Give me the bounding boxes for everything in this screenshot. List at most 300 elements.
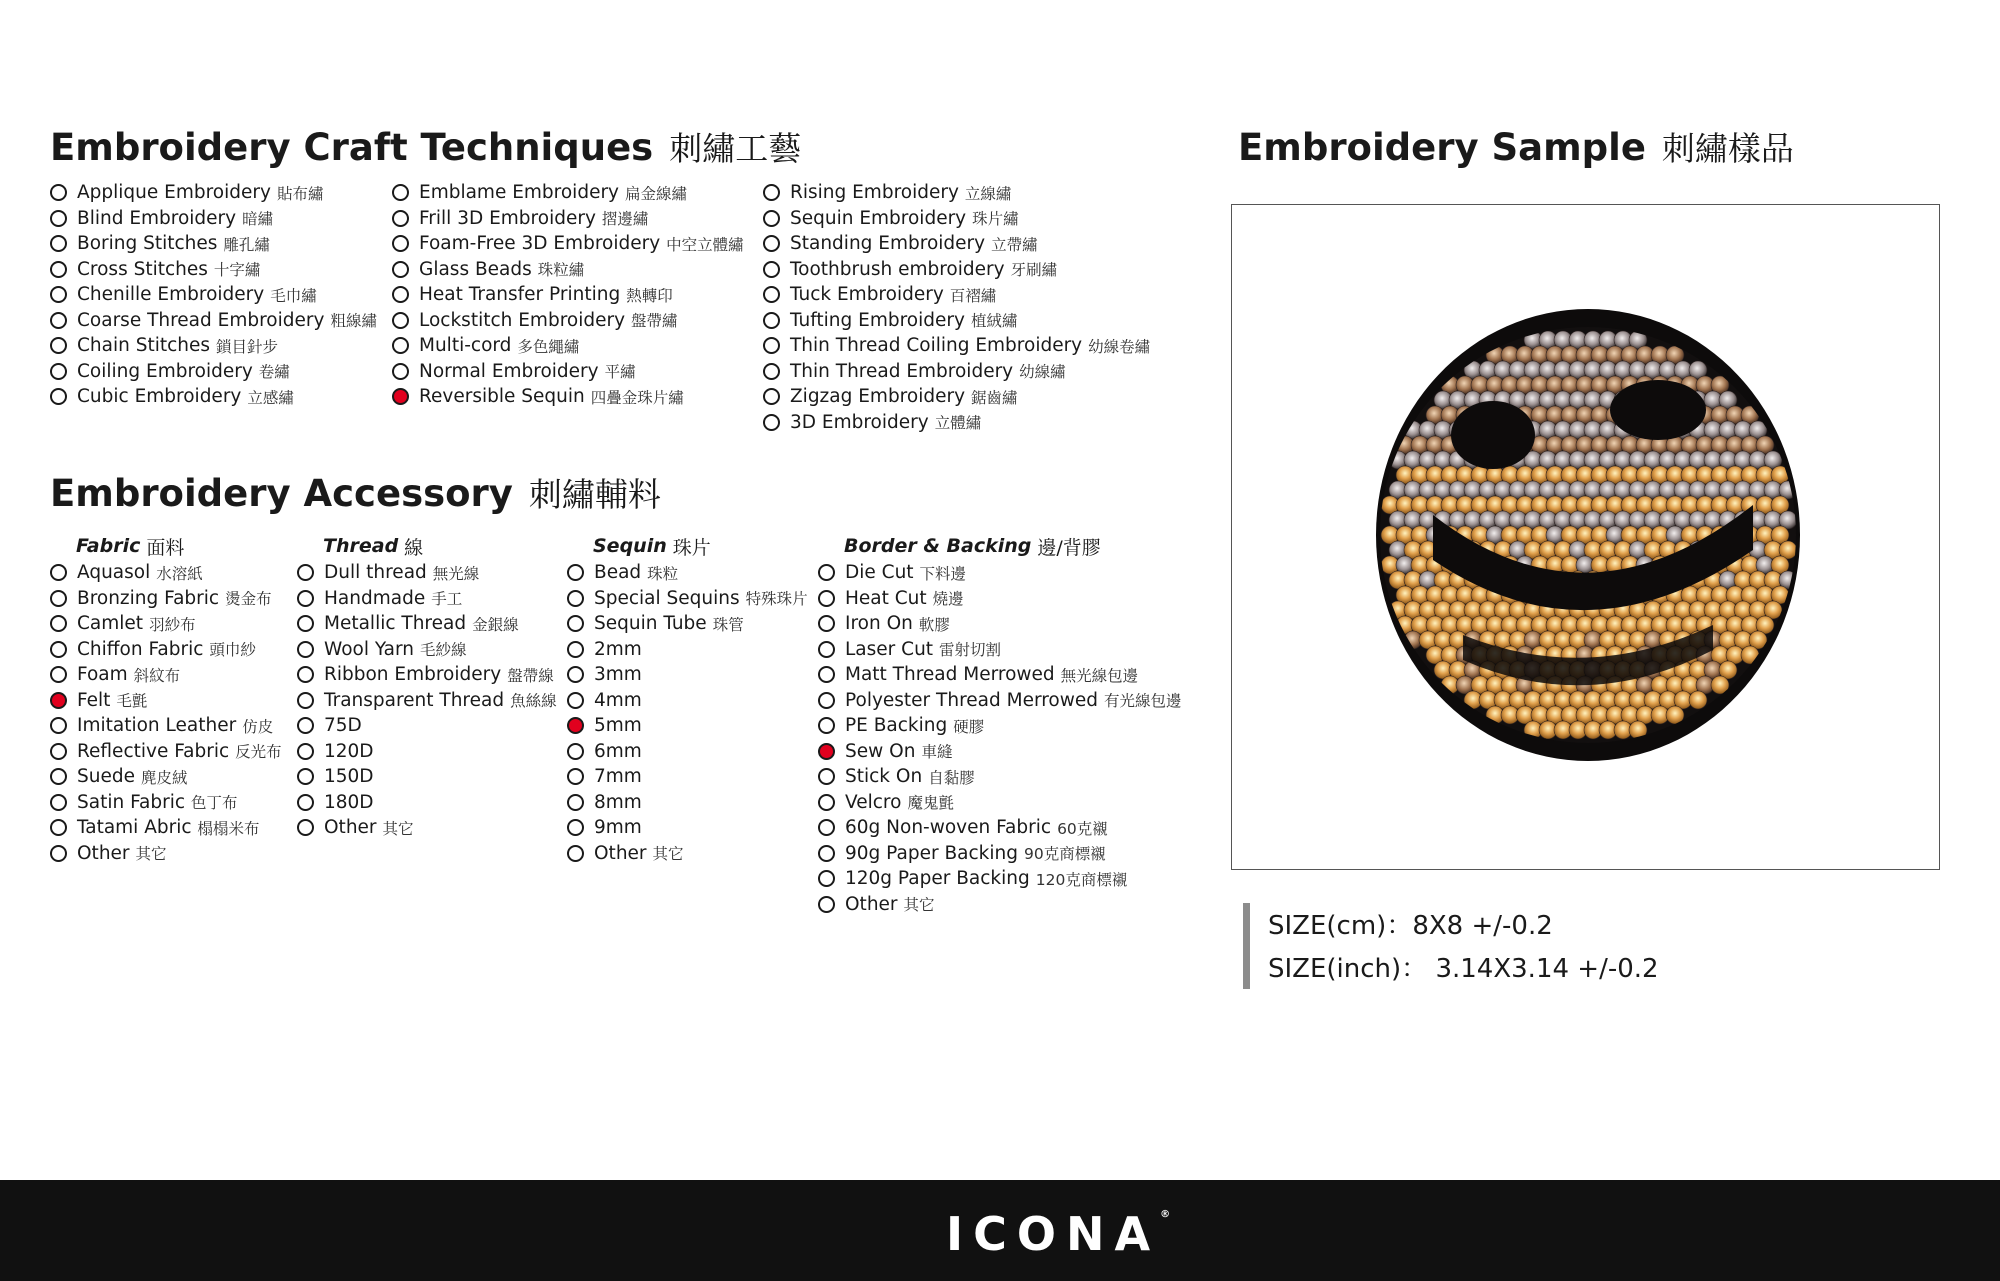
radio-unselected-icon[interactable] [50,743,67,760]
option-label: Iron On [845,613,913,635]
radio-unselected-icon[interactable] [297,743,314,760]
craft-option-tuck-embroidery[interactable] [763,282,1150,308]
option-label-zh: 燙金布 [225,590,272,609]
option-label-zh: 反光布 [235,743,282,762]
border-option-other[interactable] [818,892,1182,918]
craft-option-normal-embroidery[interactable] [392,359,744,385]
sample-image-frame [1231,204,1940,870]
option-label-zh: 仿皮 [242,717,274,736]
fabric-option-other[interactable] [50,841,282,867]
radio-unselected-icon[interactable] [763,184,780,201]
option-label: 8mm [594,791,642,813]
border-option-sew-on[interactable] [818,739,1182,765]
border-option-matt-thread-merrowed[interactable] [818,662,1182,688]
option-label: 120D [324,740,374,762]
border-option-90g-paper-backing[interactable] [818,841,1182,867]
radio-unselected-icon[interactable] [818,641,835,658]
radio-unselected-icon[interactable] [763,414,780,431]
option-label-zh: 立帶繡 [991,235,1038,254]
option-label-zh: 珠片繡 [972,210,1019,229]
thread-option-metallic-thread[interactable] [297,611,557,637]
sequin-option-sequin-tube[interactable] [567,611,808,637]
radio-unselected-icon[interactable] [50,768,67,785]
option-label: Bead [594,562,642,584]
option-label: Dull thread [324,562,427,584]
option-label: 120g Paper Backing [845,868,1030,890]
fabric-group [50,532,282,866]
radio-unselected-icon[interactable] [297,692,314,709]
option-label-zh: 牙刷繡 [1010,261,1058,280]
radio-unselected-icon[interactable] [567,845,584,862]
option-label: 90g Paper Backing [845,842,1018,864]
option-label: Special Sequins [594,587,740,609]
radio-unselected-icon[interactable] [50,210,67,227]
option-label-zh: 中空立體繡 [666,235,744,254]
option-label-zh: 十字繡 [213,261,261,280]
craft-list-col3 [763,180,1150,435]
craft-option-multi-cord[interactable] [392,333,744,359]
option-label: 60g Non-woven Fabric [845,817,1052,839]
option-label: Other [77,842,130,864]
option-label: Reversible Sequin [419,386,585,408]
radio-unselected-icon[interactable] [818,666,835,683]
radio-unselected-icon[interactable] [50,666,67,683]
option-label-zh: 多色繩繡 [517,337,580,356]
option-label-zh: 暗繡 [242,210,274,229]
option-label-zh: 斜紋布 [133,666,181,685]
radio-unselected-icon[interactable] [297,819,314,836]
option-label: Wool Yarn [324,638,414,660]
option-label-zh: 毛紗線 [419,641,467,660]
fabric-option-bronzing-fabric[interactable] [50,586,282,612]
option-label: Other [324,817,377,839]
option-label-zh: 手工 [431,590,463,609]
border-option-120g-paper-backing[interactable] [818,866,1182,892]
border-heading: Border & Backing 邊/背膠 [844,535,1101,559]
craft-techniques-title: Embroidery Craft Techniques 刺繡工藝 [50,126,802,169]
craft-option-toothbrush-embroidery[interactable] [763,257,1150,283]
option-label-zh: 貼布繡 [276,184,324,203]
craft-option-applique-embroidery[interactable] [50,180,377,206]
radio-unselected-icon[interactable] [297,794,314,811]
option-label: 4mm [594,689,642,711]
radio-unselected-icon[interactable] [297,717,314,734]
radio-selected-icon[interactable] [818,743,835,760]
radio-unselected-icon[interactable] [567,819,584,836]
border-list [818,560,1182,917]
sequin-option-3mm[interactable] [567,662,808,688]
craft-option-reversible-sequin[interactable] [392,384,744,410]
sequin-option-6mm[interactable] [567,739,808,765]
option-label-zh: 盤帶繡 [631,312,678,331]
accessory-title: Embroidery Accessory 刺繡輔料 [50,472,661,515]
thread-option-handmade[interactable] [297,586,557,612]
option-label: Polyester Thread Merrowed [845,689,1099,711]
option-label-zh: 鋸齒繡 [971,388,1018,407]
sequin-option-7mm[interactable] [567,764,808,790]
option-label-zh: 立體繡 [934,414,982,433]
craft-option-emblame-embroidery[interactable] [392,180,744,206]
option-label-zh: 四疊金珠片繡 [590,388,684,407]
size-accent-bar [1243,903,1250,989]
radio-unselected-icon[interactable] [763,210,780,227]
radio-unselected-icon[interactable] [50,363,67,380]
option-label-zh: 90克商標襯 [1023,845,1106,864]
fabric-option-tatami-abric[interactable] [50,815,282,841]
option-label: Thin Thread Embroidery [790,360,1014,382]
option-label-zh: 平繡 [604,363,636,382]
radio-unselected-icon[interactable] [567,564,584,581]
radio-unselected-icon[interactable] [763,363,780,380]
option-label-zh: 珠粒繡 [537,261,585,280]
sequin-option-bead[interactable] [567,560,808,586]
option-label: Laser Cut [845,638,934,660]
radio-unselected-icon[interactable] [818,768,835,785]
radio-unselected-icon[interactable] [297,615,314,632]
craft-option-coiling-embroidery[interactable] [50,359,377,385]
sequin-option-5mm[interactable] [567,713,808,739]
radio-unselected-icon[interactable] [297,666,314,683]
radio-unselected-icon[interactable] [818,794,835,811]
radio-unselected-icon[interactable] [50,819,67,836]
option-label-zh: 熱轉印 [626,286,673,305]
option-label: Die Cut [845,562,914,584]
radio-unselected-icon[interactable] [763,286,780,303]
radio-unselected-icon[interactable] [50,388,67,405]
size-inch: SIZE(inch)： 3.14X3.14 +/-0.2 [1268,954,1659,984]
option-label: Heat Cut [845,587,927,609]
option-label-zh: 幼線繡 [1019,363,1066,382]
thread-heading: Thread 線 [323,535,424,559]
craft-option-thin-thread-coiling-embroidery[interactable] [763,333,1150,359]
craft-option-3d-embroidery[interactable] [763,410,1150,436]
option-label-zh: 幼線卷繡 [1088,337,1151,356]
option-label: Imitation Leather [77,715,237,737]
option-label: Multi-cord [419,335,512,357]
option-label-zh: 其它 [903,896,935,915]
radio-unselected-icon[interactable] [567,768,584,785]
fabric-option-reflective-fabric[interactable] [50,739,282,765]
option-label-zh: 特殊珠片 [745,590,808,609]
option-label: Coiling Embroidery [77,360,253,382]
option-label-zh: 卷繡 [258,363,290,382]
option-label: Bronzing Fabric [77,587,220,609]
radio-unselected-icon[interactable] [392,210,409,227]
sequin-option-special-sequins[interactable] [567,586,808,612]
option-label: 3mm [594,664,642,686]
craft-option-lockstitch-embroidery[interactable] [392,308,744,334]
option-label-zh: 珠粒 [647,564,679,583]
craft-option-heat-transfer-printing[interactable] [392,282,744,308]
option-label-zh: 自黏膠 [928,768,975,787]
craft-option-frill-3d-embroidery[interactable] [392,206,744,232]
option-label: Blind Embroidery [77,207,237,229]
option-label-zh: 無光線 [432,564,480,583]
craft-option-zigzag-embroidery[interactable] [763,384,1150,410]
radio-unselected-icon[interactable] [50,590,67,607]
radio-unselected-icon[interactable] [392,184,409,201]
radio-unselected-icon[interactable] [567,641,584,658]
radio-unselected-icon[interactable] [50,615,67,632]
option-label: Foam-Free 3D Embroidery [419,233,661,255]
sequin-scale [1689,691,1707,709]
craft-option-chain-stitches[interactable] [50,333,377,359]
radio-unselected-icon[interactable] [50,337,67,354]
option-label: Satin Fabric [77,791,186,813]
option-label-zh: 色丁布 [191,794,238,813]
option-label-zh: 燒邊 [932,590,964,609]
option-label: Normal Embroidery [419,360,599,382]
radio-unselected-icon[interactable] [392,312,409,329]
option-label: Glass Beads [419,258,532,280]
option-label-zh: 魚絲線 [510,692,557,711]
option-label: Toothbrush embroidery [790,258,1005,280]
radio-unselected-icon[interactable] [763,337,780,354]
option-label: Sew On [845,740,916,762]
option-label: Sequin Tube [594,613,707,635]
sequin-option-9mm[interactable] [567,815,808,841]
radio-unselected-icon[interactable] [50,184,67,201]
option-label-zh: 雕孔繡 [223,235,270,254]
border-option-laser-cut[interactable] [818,637,1182,663]
option-label: Other [594,842,647,864]
option-label: Cubic Embroidery [77,386,242,408]
radio-unselected-icon[interactable] [763,261,780,278]
thread-option-wool-yarn[interactable] [297,637,557,663]
craft-option-glass-beads[interactable] [392,257,744,283]
size-cm: SIZE(cm)：8X8 +/-0.2 [1268,911,1553,941]
border-option-pe-backing[interactable] [818,713,1182,739]
sequin-option-4mm[interactable] [567,688,808,714]
option-label-zh: 其它 [382,819,414,838]
fabric-option-chiffon-fabric[interactable] [50,637,282,663]
option-label: Standing Embroidery [790,233,986,255]
craft-option-cubic-embroidery[interactable] [50,384,377,410]
fabric-option-aquasol[interactable] [50,560,282,586]
radio-unselected-icon[interactable] [50,717,67,734]
sequin-option-8mm[interactable] [567,790,808,816]
radio-selected-icon[interactable] [50,692,67,709]
craft-option-foam-free-3d-embroidery[interactable] [392,231,744,257]
option-label-zh: 羽紗布 [149,615,196,634]
craft-option-blind-embroidery[interactable] [50,206,377,232]
option-label: Reflective Fabric [77,740,230,762]
craft-option-tufting-embroidery[interactable] [763,308,1150,334]
thread-option-120d[interactable] [297,739,557,765]
radio-unselected-icon[interactable] [392,286,409,303]
thread-option-150d[interactable] [297,764,557,790]
option-label-zh: 下料邊 [919,564,967,583]
option-label: Suede [77,766,135,788]
fabric-option-imitation-leather[interactable] [50,713,282,739]
radio-unselected-icon[interactable] [818,819,835,836]
thread-option-75d[interactable] [297,713,557,739]
option-label-zh: 60克襯 [1057,819,1108,838]
radio-unselected-icon[interactable] [763,388,780,405]
border-option-heat-cut[interactable] [818,586,1182,612]
radio-selected-icon[interactable] [392,388,409,405]
fabric-option-suede[interactable] [50,764,282,790]
option-label-zh: 立感繡 [247,388,294,407]
radio-unselected-icon[interactable] [763,312,780,329]
radio-unselected-icon[interactable] [818,896,835,913]
option-label-zh: 榻榻米布 [197,819,260,838]
thread-option-180d[interactable] [297,790,557,816]
option-label: Heat Transfer Printing [419,284,621,306]
radio-unselected-icon[interactable] [392,363,409,380]
option-label: Lockstitch Embroidery [419,309,626,331]
option-label-zh: 硬膠 [953,717,985,736]
option-label-zh: 百褶繡 [949,286,997,305]
radio-unselected-icon[interactable] [50,845,67,862]
option-label: Aquasol [77,562,151,584]
radio-unselected-icon[interactable] [297,768,314,785]
border-option-stick-on[interactable] [818,764,1182,790]
option-label: Stick On [845,766,923,788]
sequin-patch-image [1373,305,1803,765]
radio-unselected-icon[interactable] [567,794,584,811]
option-label-zh: 軟膠 [918,615,950,634]
radio-unselected-icon[interactable] [392,337,409,354]
option-label: Matt Thread Merrowed [845,664,1055,686]
option-label-zh: 鎖目針步 [216,337,279,356]
thread-option-dull-thread[interactable] [297,560,557,586]
radio-unselected-icon[interactable] [50,564,67,581]
option-label: 2mm [594,638,642,660]
craft-list-col1 [50,180,377,410]
radio-unselected-icon[interactable] [392,261,409,278]
radio-unselected-icon[interactable] [818,870,835,887]
radio-unselected-icon[interactable] [763,235,780,252]
thread-list [297,560,557,841]
option-label-zh: 植絨繡 [970,312,1018,331]
option-label: Boring Stitches [77,233,218,255]
option-label: Emblame Embroidery [419,182,620,204]
radio-unselected-icon[interactable] [818,845,835,862]
radio-unselected-icon[interactable] [818,615,835,632]
option-label: Cross Stitches [77,258,208,280]
fabric-option-camlet[interactable] [50,611,282,637]
radio-unselected-icon[interactable] [392,235,409,252]
craft-option-cross-stitches[interactable] [50,257,377,283]
option-label: Rising Embroidery [790,182,959,204]
radio-unselected-icon[interactable] [567,692,584,709]
radio-unselected-icon[interactable] [818,717,835,734]
border-option-die-cut[interactable] [818,560,1182,586]
option-label: Other [845,893,898,915]
option-label-zh: 120克商標襯 [1035,870,1128,889]
craft-option-thin-thread-embroidery[interactable] [763,359,1150,385]
radio-unselected-icon[interactable] [818,692,835,709]
radio-unselected-icon[interactable] [818,564,835,581]
craft-option-rising-embroidery[interactable] [763,180,1150,206]
sequin-option-other[interactable] [567,841,808,867]
sequin-option-2mm[interactable] [567,637,808,663]
radio-unselected-icon[interactable] [50,261,67,278]
option-label: 150D [324,766,374,788]
option-label: Foam [77,664,128,686]
radio-unselected-icon[interactable] [50,641,67,658]
option-label: Ribbon Embroidery [324,664,502,686]
border-option-iron-on[interactable] [818,611,1182,637]
radio-unselected-icon[interactable] [50,312,67,329]
option-label: 180D [324,791,374,813]
thread-option-ribbon-embroidery[interactable] [297,662,557,688]
option-label: Metallic Thread [324,613,467,635]
radio-unselected-icon[interactable] [567,615,584,632]
option-label-zh: 珠管 [712,615,744,634]
border-option-polyester-thread-merrowed[interactable] [818,688,1182,714]
border-group [818,532,1182,917]
option-label-zh: 頭巾紗 [209,641,256,660]
option-label: Tatami Abric [77,817,192,839]
option-label: 7mm [594,766,642,788]
radio-unselected-icon[interactable] [50,235,67,252]
border-option-60g-non-woven-fabric[interactable] [818,815,1182,841]
option-label: Velcro [845,791,902,813]
option-label: 3D Embroidery [790,411,929,433]
option-label-zh: 金銀線 [472,615,519,634]
radio-unselected-icon[interactable] [567,666,584,683]
option-label-zh: 麂皮絨 [140,768,188,787]
option-label: Thin Thread Coiling Embroidery [790,335,1083,357]
option-label: Chiffon Fabric [77,638,204,660]
radio-unselected-icon[interactable] [50,794,67,811]
radio-unselected-icon[interactable] [567,590,584,607]
radio-selected-icon[interactable] [567,717,584,734]
option-label-zh: 魔鬼氈 [907,794,954,813]
radio-unselected-icon[interactable] [297,564,314,581]
option-label-zh: 有光線包邊 [1104,692,1182,711]
fabric-heading: Fabric 面料 [76,535,185,559]
option-label: Chain Stitches [77,335,211,357]
radio-unselected-icon[interactable] [567,743,584,760]
option-label-zh: 摺邊繡 [601,210,649,229]
option-label-zh: 立線繡 [964,184,1012,203]
option-label: Felt [77,689,111,711]
craft-option-coarse-thread-embroidery[interactable] [50,308,377,334]
thread-option-other[interactable] [297,815,557,841]
sequin-heading: Sequin 珠片 [593,535,711,559]
fabric-option-felt[interactable] [50,688,282,714]
option-label-zh: 其它 [135,845,167,864]
option-label-zh: 粗線繡 [330,312,377,331]
option-label-zh: 無光線包邊 [1060,666,1139,685]
radio-unselected-icon[interactable] [297,641,314,658]
radio-unselected-icon[interactable] [818,590,835,607]
option-label-zh: 其它 [652,845,684,864]
craft-option-standing-embroidery[interactable] [763,231,1150,257]
option-label: Sequin Embroidery [790,207,967,229]
fabric-option-satin-fabric[interactable] [50,790,282,816]
option-label: Camlet [77,613,144,635]
option-label: 6mm [594,740,642,762]
option-label: 9mm [594,817,642,839]
border-option-velcro[interactable] [818,790,1182,816]
fabric-option-foam[interactable] [50,662,282,688]
radio-unselected-icon[interactable] [297,590,314,607]
radio-unselected-icon[interactable] [50,286,67,303]
craft-option-boring-stitches[interactable] [50,231,377,257]
thread-option-transparent-thread[interactable] [297,688,557,714]
option-label: Frill 3D Embroidery [419,207,596,229]
craft-option-sequin-embroidery[interactable] [763,206,1150,232]
option-label: Handmade [324,587,426,609]
option-label-zh: 毛氈 [116,692,148,711]
thread-group [297,532,557,841]
icona-logo: ICONA® [946,1207,1171,1261]
craft-option-chenille-embroidery[interactable] [50,282,377,308]
